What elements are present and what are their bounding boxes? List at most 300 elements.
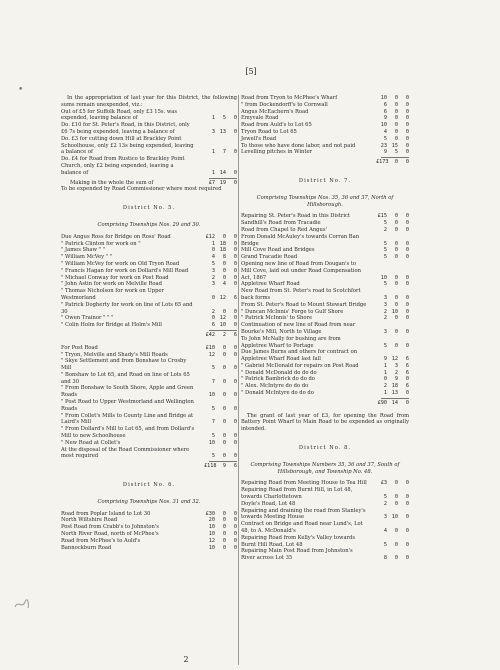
amount-pounds: 6: [211, 322, 215, 329]
grant-note: The grant of last year of £3, for opening the Road from Battery Point Wharf to Main Road to be expended as originally intended.: [241, 412, 409, 433]
amount-pounds: 0: [211, 247, 215, 254]
ledger-item-amount: [367, 363, 409, 370]
amount-pence: 0: [405, 328, 409, 335]
ledger-row: [241, 234, 409, 248]
whole-sum-row: [61, 180, 237, 187]
ledger-item-amount: [367, 542, 409, 549]
ledger-item-amount: [195, 309, 237, 316]
ledger-item-text: Continuation of new line of Road from near Bourke's Mill, North to Village: [241, 322, 356, 335]
ledger-item-text: " Skye Settlement and from Bonshaw to Crosby Mill: [61, 358, 187, 372]
amount-pence: 0: [233, 254, 237, 261]
amount-pounds: 6: [383, 101, 387, 108]
ledger-row: [61, 234, 237, 241]
amount-pence: 0: [405, 390, 409, 397]
ledger-item-text: Repairing Road from Kelly's Valley towards Burnt Hill Road, Lot 48: [241, 534, 356, 548]
amount-pounds: 3: [211, 128, 215, 135]
amount-pounds: 5: [211, 433, 215, 440]
ledger-row: [241, 122, 409, 129]
amount-pence: 0: [233, 233, 237, 240]
ledger-row: [61, 288, 237, 302]
ledger-row: [241, 535, 409, 549]
ledger-item-amount: [195, 352, 237, 359]
amount-pounds: 0: [211, 315, 215, 322]
ledger-item-amount: [367, 213, 409, 220]
ledger-item-amount: [367, 102, 409, 109]
amount-shillings: 0: [394, 480, 398, 487]
amount-pence: 0: [405, 254, 409, 261]
amount-pence: 0: [233, 247, 237, 254]
amount-shillings: 0: [222, 510, 226, 517]
ledger-item-amount: [195, 524, 237, 531]
ledger-item-amount: [367, 115, 409, 122]
ledger-item-text: Repairing Road from Burnt Hill, in Lot 48, towards Charlottetown: [241, 487, 353, 501]
amount-shillings: 2: [222, 331, 226, 338]
ledger-row: [61, 315, 237, 322]
ledger-item-text: Road from McPhee's to Auld's: [61, 537, 141, 544]
amount-pence: 0: [405, 308, 409, 315]
amount-shillings: 0: [222, 453, 226, 460]
ledger-item-text: " From Bonshaw to South Shore, Apple and Green Roads: [61, 385, 194, 399]
ledger-item-amount: [367, 494, 409, 501]
ledger-item-amount: [195, 365, 237, 372]
amount-pounds: 23: [380, 142, 387, 149]
ledger-item-amount: [367, 309, 409, 316]
ledger-row: [241, 315, 409, 322]
ledger-row: [61, 538, 237, 545]
amount-pence: 0: [233, 169, 237, 176]
ledger-row: [241, 336, 409, 350]
ledger-item-amount: [367, 376, 409, 383]
ledger-row: [241, 363, 409, 370]
ledger-row: [241, 309, 409, 316]
amount-pounds: 5: [383, 254, 387, 261]
amount-shillings: 0: [394, 240, 398, 247]
amount-pence: 0: [233, 439, 237, 446]
amount-shillings: 14: [219, 169, 226, 176]
amount-pounds: 20: [208, 517, 215, 524]
ledger-row: [241, 487, 409, 501]
amount-pounds: 5: [211, 365, 215, 372]
ledger-item-amount: [195, 392, 237, 399]
amount-pounds: 2: [383, 500, 387, 507]
amount-pence: 0: [405, 101, 409, 108]
ledger-row: [61, 517, 237, 524]
ledger-row: [241, 370, 409, 377]
amount-shillings: 0: [394, 247, 398, 254]
district-5-subtitle: Comprising Townships Nos. 29 and 30.: [97, 221, 201, 228]
amount-shillings: 0: [394, 220, 398, 227]
amount-pence: 0: [233, 281, 237, 288]
ledger-item-text: " Duncan McInnis' Forge to Gulf Shore: [241, 308, 344, 315]
column-divider: [238, 95, 239, 665]
amount-shillings: 14: [391, 399, 398, 406]
ledger-item-amount: [367, 241, 409, 248]
ledger-item-amount: [195, 315, 237, 322]
amount-pence: 6: [233, 294, 237, 301]
amount-shillings: 12: [391, 356, 398, 363]
amount-pounds: 9: [383, 115, 387, 122]
ledger-item-amount: [195, 281, 237, 288]
amount-pounds: 2: [383, 226, 387, 233]
amount-pence: 0: [233, 149, 237, 156]
amount-pence: 0: [405, 399, 409, 406]
amount-pounds: 5: [383, 220, 387, 227]
amount-pence: 0: [233, 378, 237, 385]
amount-shillings: 0: [394, 213, 398, 220]
amount-pence: 6: [233, 331, 237, 338]
amount-pence: 0: [233, 351, 237, 358]
ledger-row: [61, 345, 237, 352]
amount-pence: 0: [233, 419, 237, 426]
amount-shillings: 0: [394, 115, 398, 122]
amount-pence: 0: [233, 544, 237, 551]
margin-scribble-icon: [14, 598, 30, 613]
ledger-item-text: Jewell's Road: [241, 135, 277, 142]
amount-pence: 0: [233, 524, 237, 531]
ledger-item-text: Mill Cove Road and Bridges: [241, 247, 315, 254]
ledger-row: [61, 241, 237, 248]
amount-pence: 0: [405, 315, 409, 322]
ledger-item-text: New Road from St. Peter's road to Scotchfort back forms: [241, 288, 361, 301]
ledger-item-amount: [367, 129, 409, 136]
amount-shillings: 0: [394, 122, 398, 129]
amount-pence: 6: [405, 362, 409, 369]
ledger-item-amount: [195, 268, 237, 275]
ledger-item-amount: [367, 315, 409, 322]
amount-pounds: 10: [208, 544, 215, 551]
ledger-item-text: " William McVey " ": [61, 254, 113, 261]
amount-pence: 0: [233, 322, 237, 329]
amount-shillings: 0: [394, 294, 398, 301]
amount-shillings: 10: [391, 308, 398, 315]
ledger-item-amount: [195, 538, 237, 545]
ledger-item-amount: [195, 295, 237, 302]
amount-pounds: £3: [380, 480, 387, 487]
amount-pence: 0: [405, 480, 409, 487]
amount-pence: 0: [233, 128, 237, 135]
amount-pence: 0: [405, 500, 409, 507]
amount-shillings: 0: [222, 378, 226, 385]
ledger-item-text: " Patrick Bambrick do do do: [241, 376, 315, 383]
amount-shillings: 8: [222, 254, 226, 261]
amount-pence: 0: [405, 247, 409, 254]
ledger-row: [241, 254, 409, 261]
amount-shillings: 0: [222, 267, 226, 274]
ledger-row: [241, 149, 409, 156]
ledger-item-text: Appletree Wharf Road: [241, 281, 300, 288]
ledger-item-amount: [367, 501, 409, 508]
amount-shillings: 0: [394, 342, 398, 349]
ledger-item-text: Levelling pitches in Winter: [241, 149, 313, 156]
ledger-item-amount: [195, 453, 237, 460]
amount-pounds: 2: [383, 383, 387, 390]
expended-note: To be expended by Road Commissioner where most required: [61, 186, 222, 193]
amount-pounds: 10: [380, 122, 387, 129]
amount-shillings: 9: [222, 463, 226, 470]
amount-pounds: 1: [383, 369, 387, 376]
ledger-item-text: From St. Peter's Road to Mount Stewart Bridge: [241, 301, 367, 308]
right-top-total: [367, 159, 409, 166]
district-8-title: District No. 8.: [298, 445, 352, 452]
amount-pence: 0: [405, 376, 409, 383]
ledger-item-text: Repairing and draining the road from Stanley's towards Meeting House: [241, 507, 366, 521]
ledger-row: [241, 508, 409, 522]
ledger-item-text: " Colin Holm for Bridge at Holm's Mill: [61, 322, 162, 329]
amount-pounds: 1: [211, 115, 215, 122]
amount-pounds: 5: [383, 541, 387, 548]
amount-shillings: 0: [394, 328, 398, 335]
ledger-row: [61, 352, 237, 359]
amount-shillings: 0: [222, 517, 226, 524]
amount-shillings: 0: [222, 365, 226, 372]
amount-pounds: 10: [380, 95, 387, 101]
district-6-subtitle: Comprising Townships Nos. 31 and 32.: [97, 498, 201, 505]
ledger-row: [241, 143, 409, 150]
amount-shillings: 0: [394, 135, 398, 142]
amount-pence: 0: [233, 365, 237, 372]
ledger-item-text: Road from Poplar Island to Lot 30: [61, 510, 151, 517]
ledger-item-amount: [367, 555, 409, 562]
amount-pounds: 5: [383, 240, 387, 247]
amount-shillings: 0: [394, 101, 398, 108]
ledger-item-text: " Patrick Clinton for work on ": [61, 240, 141, 247]
district-7-total: [367, 400, 409, 407]
amount-shillings: 0: [222, 524, 226, 531]
ledger-row: [241, 213, 409, 220]
ledger-row: [61, 156, 237, 176]
ledger-item-text: From Donald McAuley's towards Corran Ban Bridge: [241, 233, 360, 247]
amount-pounds: 3: [211, 267, 215, 274]
amount-pounds: 1: [211, 169, 215, 176]
amount-shillings: 0: [222, 274, 226, 281]
right-top-total-row: [241, 159, 409, 166]
ledger-row: [61, 302, 237, 316]
ledger-item-text: " From Collet's Mills to County Line and Bridge at Laird's Mill: [61, 412, 194, 426]
amount-pence: 0: [233, 315, 237, 322]
ledger-item-text: " Patrick McInnis' to Shore: [241, 315, 313, 322]
margin-mark: •: [18, 85, 24, 95]
whole-sum-label: Making in the whole the sum of: [70, 179, 154, 186]
ledger-item-text: Do. £3 for cutting down Hill at Brackley Point Schoolhouse, only £2 13s being expended, leaving a balance of: [61, 135, 194, 156]
amount-shillings: 0: [222, 419, 226, 426]
amount-pence: 0: [405, 122, 409, 129]
amount-pounds: 4: [211, 254, 215, 261]
ledger-item-text: Tryon Road to Lot 65: [241, 128, 297, 135]
post-road-items: [61, 345, 237, 461]
amount-pounds: 8: [383, 555, 387, 562]
ledger-row: [241, 95, 409, 102]
ledger-item-text: " William McVey for work on Old Tryon Road: [61, 260, 180, 267]
left-column: [61, 95, 237, 551]
ledger-item-text: Repairing Road from Meeting House to Tea Hill: [241, 480, 367, 487]
ledger-item-amount: [195, 406, 237, 413]
amount-shillings: 10: [391, 514, 398, 521]
ledger-row: [241, 129, 409, 136]
right-column: [241, 95, 409, 562]
amount-pence: 0: [405, 135, 409, 142]
amount-pounds: £30: [205, 510, 215, 517]
ledger-item-amount: [367, 122, 409, 129]
amount-pounds: 5: [383, 342, 387, 349]
district-8-subtitle: Comprising Townships Numbers 35, 36 and 37, South of Hillsborough, and Township No. 48.: [250, 461, 400, 475]
ledger-item-text: " John Astin for work on Melville Road: [61, 281, 162, 288]
ledger-item-amount: [195, 234, 237, 241]
amount-pounds: 9: [383, 356, 387, 363]
amount-pence: 0: [233, 433, 237, 440]
amount-pence: 0: [233, 453, 237, 460]
district-5-title: District No. 5.: [122, 205, 176, 212]
ledger-row: [61, 531, 237, 538]
amount-shillings: 18: [219, 247, 226, 254]
top-rule: [381, 157, 409, 158]
amount-shillings: 15: [391, 142, 398, 149]
ledger-item-amount: [367, 370, 409, 377]
post-rule: [209, 461, 237, 462]
amount-shillings: 0: [222, 433, 226, 440]
amount-pounds: 4: [383, 128, 387, 135]
intro-paragraph: In the appropriation of last year for this District, the following sums remain unexpended, viz.:: [61, 95, 237, 108]
ledger-item-text: " From Dollard's Mill to Lot 65, and from Dollard's Mill to new Schoolhouse: [61, 426, 195, 440]
ledger-row: [241, 322, 409, 336]
amount-shillings: 0: [394, 541, 398, 548]
ledger-item-text: Sandhill's Road from Tracadie: [241, 220, 321, 227]
amount-shillings: 9: [394, 376, 398, 383]
ledger-row: [61, 440, 237, 447]
ledger-row: [61, 426, 237, 440]
amount-pence: 0: [233, 344, 237, 351]
ledger-item-text: To John McNally for bushing are from Appletree Wharf to Portage: [241, 335, 341, 349]
ledger-row: [61, 413, 237, 427]
amount-pounds: £118: [204, 463, 217, 470]
amount-pence: 0: [405, 528, 409, 535]
amount-pence: 0: [233, 179, 237, 186]
amount-shillings: 0: [394, 528, 398, 535]
ledger-row: [61, 261, 237, 268]
ledger-item-text: Emyvale Road: [241, 115, 279, 122]
amount-pence: 0: [405, 95, 409, 101]
ledger-item-text: Do. £10 for St. Peter's Road, in this District, only £6 7s being expended, leaving a balance of: [61, 122, 190, 135]
ledger-item-amount: [367, 295, 409, 302]
amount-shillings: 0: [394, 555, 398, 562]
amount-pence: 0: [405, 226, 409, 233]
ledger-item-amount: [367, 247, 409, 254]
amount-shillings: 0: [222, 308, 226, 315]
ledger-item-text: Do. £4 for Road from Rustico to Brackley Point Church, only £2 being expended, leaving a balance of: [61, 156, 185, 176]
amount-pounds: £173: [376, 159, 389, 166]
ledger-item-text: " Gabriel McDonald for repairs on Post Road: [241, 362, 359, 369]
amount-pence: 0: [233, 510, 237, 517]
ledger-item-text: " from Dockendorff's to Cornwall: [241, 101, 328, 108]
amount-pounds: 7: [211, 378, 215, 385]
ledger-row: [241, 302, 409, 309]
amount-pence: 6: [405, 356, 409, 363]
amount-pounds: 1: [383, 362, 387, 369]
amount-pounds: £42: [205, 331, 215, 338]
amount-pence: 0: [233, 274, 237, 281]
amount-pounds: 5: [383, 247, 387, 254]
ledger-item-text: " Owen Trainor " " ": [61, 315, 114, 322]
unexpended-list: [61, 109, 237, 177]
amount-pounds: 2: [383, 308, 387, 315]
ledger-row: [61, 524, 237, 531]
amount-pounds: 12: [208, 351, 215, 358]
amount-pence: 0: [233, 517, 237, 524]
amount-pence: 0: [233, 267, 237, 274]
district-5-items: [61, 234, 237, 329]
ledger-item-amount: [195, 322, 237, 329]
ledger-item-amount: [195, 170, 237, 177]
ledger-item-amount: [195, 261, 237, 268]
ledger-row: [241, 548, 409, 562]
amount-shillings: 0: [394, 494, 398, 501]
amount-pence: 0: [405, 274, 409, 281]
amount-pounds: 3: [383, 514, 387, 521]
district-6-title: District No. 6.: [122, 482, 176, 489]
ledger-item-amount: [195, 241, 237, 248]
district-7-total-row: [241, 400, 409, 407]
amount-pounds: 6: [383, 108, 387, 115]
ledger-item-text: Out of £5 for Suffolk Road, only £3 15s. was expended, leaving balance of: [61, 108, 178, 122]
ledger-item-text: Angus McEachern's Road: [241, 108, 309, 115]
ledger-item-amount: [367, 514, 409, 521]
amount-shillings: 0: [394, 254, 398, 261]
ledger-item-amount: [367, 95, 409, 102]
amount-shillings: 4: [222, 281, 226, 288]
ledger-item-text: Road from Auld's to Lot 65: [241, 122, 312, 129]
district-7-subtitle: Comprising Townships Nos. 35, 36 and 37, North of Hillsborough.: [256, 194, 394, 208]
whole-sum-amount: [195, 180, 237, 187]
amount-pounds: 3: [383, 294, 387, 301]
ledger-item-amount: [195, 545, 237, 552]
ledger-item-text: " Bonshaw to Lot 65, and Road on line of Lots 65 and 30: [61, 371, 190, 385]
ledger-item-text: At the disposal of the Road Commissioner where most required: [61, 446, 190, 460]
amount-pence: 0: [405, 128, 409, 135]
amount-pounds: 2: [211, 274, 215, 281]
amount-pounds: 10: [208, 392, 215, 399]
amount-pounds: £12: [205, 233, 215, 240]
amount-shillings: 19: [219, 179, 226, 186]
amount-pounds: 10: [208, 439, 215, 446]
amount-pence: 0: [233, 531, 237, 538]
ledger-item-amount: [195, 511, 237, 518]
amount-pence: 0: [405, 149, 409, 156]
ledger-row: [241, 281, 409, 288]
ledger-row: [241, 227, 409, 234]
ledger-item-amount: [367, 390, 409, 397]
amount-pence: 0: [405, 555, 409, 562]
amount-shillings: 0: [394, 500, 398, 507]
amount-pounds: 0: [383, 376, 387, 383]
amount-pounds: 10: [208, 524, 215, 531]
ledger-item-text: Repairing St. Peter's Road in this District: [241, 213, 350, 220]
ledger-item-text: To those who have done labor, and not paid: [241, 142, 356, 149]
amount-pence: 0: [405, 213, 409, 220]
amount-pounds: 2: [211, 308, 215, 315]
ledger-item-text: North Wiltshire Road: [61, 517, 118, 524]
amount-pounds: 5: [383, 494, 387, 501]
ledger-row: [241, 288, 409, 302]
amount-pence: 0: [405, 220, 409, 227]
ledger-item-amount: [195, 345, 237, 352]
ledger-item-text: North River Road, north of McPhee's: [61, 531, 159, 538]
amount-pence: 0: [405, 342, 409, 349]
amount-shillings: 18: [391, 383, 398, 390]
d7-rule: [381, 398, 409, 399]
ledger-row: [241, 136, 409, 143]
ledger-row: [241, 220, 409, 227]
ledger-item-amount: [367, 254, 409, 261]
ledger-item-amount: [195, 247, 237, 254]
